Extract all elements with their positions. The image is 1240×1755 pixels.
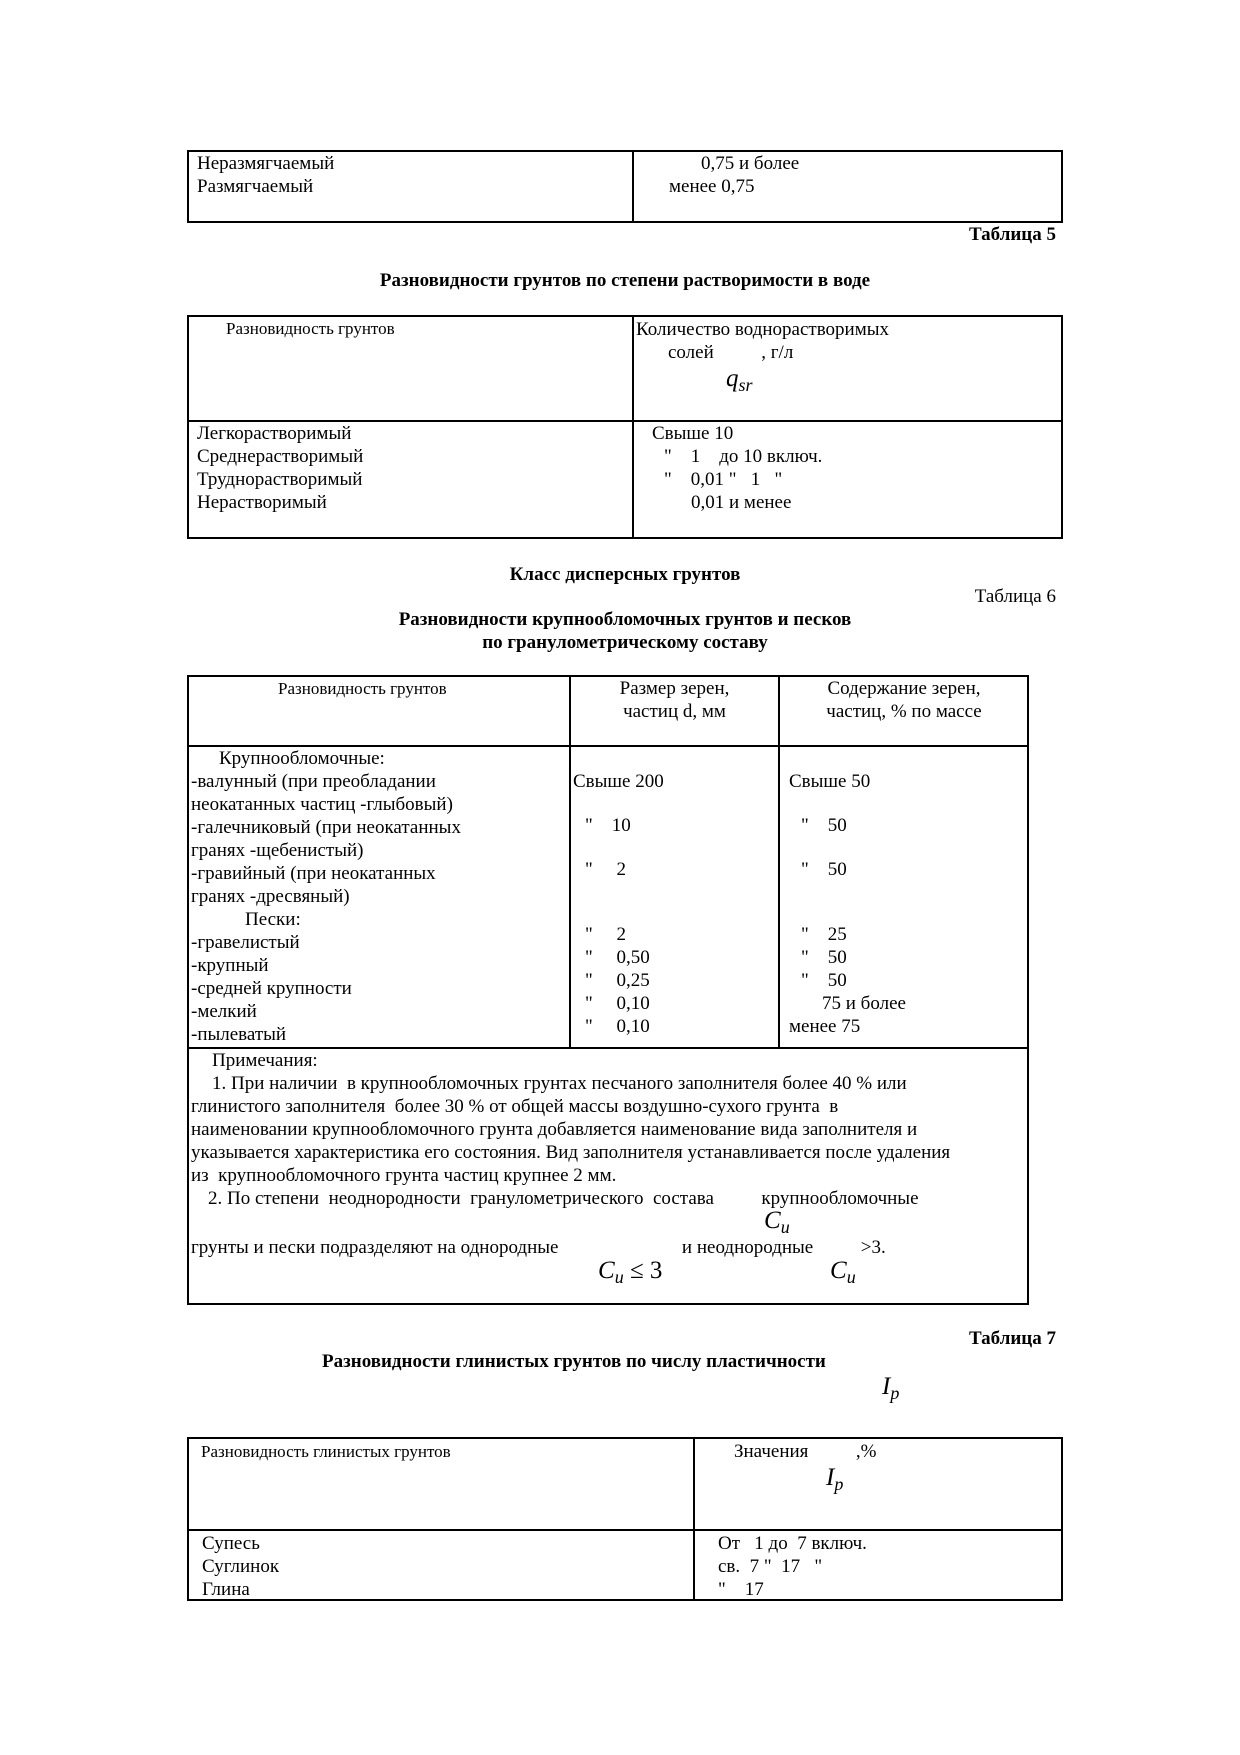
column-header: частиц d, мм bbox=[623, 701, 726, 722]
table-divider bbox=[632, 315, 634, 539]
soil-type-line: -гравелистый bbox=[191, 932, 300, 953]
soil-type-line: -средней крупности bbox=[191, 978, 352, 999]
grain-size-value: " 0,10 bbox=[585, 993, 650, 1014]
grain-content-value: Свыше 50 bbox=[789, 771, 871, 792]
grain-content-value: менее 75 bbox=[789, 1016, 861, 1037]
grain-content-value: " 50 bbox=[801, 815, 847, 836]
column-header: Разновидность грунтов bbox=[226, 319, 395, 338]
grain-size-value: " 10 bbox=[585, 815, 631, 836]
ip-symbol bbox=[826, 1464, 843, 1498]
row-value: От 1 до 7 включ. bbox=[718, 1533, 867, 1554]
row-name: Легкорастворимый bbox=[197, 423, 352, 444]
note-line: указывается характеристика его состояния. Вид заполнителя устанавливается после удаления bbox=[191, 1142, 951, 1163]
grain-size-value: " 0,25 bbox=[585, 970, 650, 991]
grain-size-value: Свыше 200 bbox=[573, 771, 664, 792]
note-line: 2. По степени неоднородности гранулометрического состава крупнообломочные bbox=[208, 1188, 919, 1209]
grain-size-value: " 2 bbox=[585, 859, 627, 880]
cu-symbol bbox=[830, 1257, 856, 1291]
grain-content-value: " 25 bbox=[801, 924, 847, 945]
soil-type-line: гранях -щебенистый) bbox=[191, 840, 364, 861]
table-divider bbox=[187, 1529, 1063, 1531]
table-title: Разновидности грунтов по степени растворимости в воде bbox=[379, 270, 871, 291]
symbol-sub: u bbox=[846, 1267, 856, 1287]
symbol-sub: p bbox=[890, 1383, 900, 1403]
row-name: Размягчаемый bbox=[197, 176, 314, 197]
ip-symbol bbox=[882, 1373, 899, 1407]
symbol-sub: p bbox=[834, 1474, 844, 1494]
soil-type-line: -пылеватый bbox=[191, 1024, 287, 1045]
soil-type-line: гранях -дресвяный) bbox=[191, 886, 350, 907]
note-line: наименовании крупнообломочного грунта добавляется наименование вида заполнителя и bbox=[191, 1119, 918, 1140]
soil-type-line: -мелкий bbox=[191, 1001, 257, 1022]
symbol-sub: sr bbox=[738, 375, 753, 395]
soil-type-line: Крупнообломочные: bbox=[219, 748, 385, 769]
row-value: " 0,01 " 1 " bbox=[664, 469, 783, 490]
column-header: частиц, % по массе bbox=[826, 701, 982, 722]
table-title: по гранулометрическому составу bbox=[482, 632, 768, 653]
row-name: Нерастворимый bbox=[197, 492, 327, 513]
symbol: C bbox=[598, 1257, 615, 1284]
row-value: 0,75 и более bbox=[701, 153, 800, 174]
table-divider bbox=[693, 1437, 695, 1601]
symbol: q bbox=[726, 365, 739, 392]
column-header: Количество воднорастворимых bbox=[636, 319, 890, 340]
column-header: солей , г/л bbox=[668, 342, 794, 363]
column-header: Разновидность глинистых грунтов bbox=[201, 1442, 451, 1461]
row-value: 0,01 и менее bbox=[691, 492, 792, 513]
table-divider bbox=[569, 675, 571, 1048]
soil-type-line: -крупный bbox=[191, 955, 269, 976]
symbol-sub: u bbox=[780, 1217, 790, 1237]
notes-title: Примечания: bbox=[212, 1050, 318, 1071]
table-label: Таблица 7 bbox=[968, 1328, 1056, 1349]
soil-type-line: -валунный (при преобладании bbox=[191, 771, 436, 792]
soil-type-line: -гравийный (при неокатанных bbox=[191, 863, 436, 884]
note-line: 1. При наличии в крупнообломочных грунтах песчаного заполнителя более 40 % или bbox=[212, 1073, 907, 1094]
grain-content-value: 75 и более bbox=[822, 993, 906, 1014]
row-value: Свыше 10 bbox=[652, 423, 734, 444]
row-value: " 17 bbox=[718, 1579, 764, 1600]
row-name: Среднерастворимый bbox=[197, 446, 364, 467]
table-divider bbox=[632, 150, 634, 223]
table-label: Таблица 6 bbox=[974, 586, 1056, 607]
symbol: C bbox=[764, 1207, 781, 1234]
grain-size-value: " 2 bbox=[585, 924, 627, 945]
row-value: менее 0,75 bbox=[669, 176, 755, 197]
grain-content-value: " 50 bbox=[801, 970, 847, 991]
row-value: св. 7 " 17 " bbox=[718, 1556, 823, 1577]
grain-size-value: " 0,10 bbox=[585, 1016, 650, 1037]
row-name: Труднорастворимый bbox=[197, 469, 363, 490]
note-line: грунты и пески подразделяют на однородные и неоднородные >3. bbox=[191, 1237, 886, 1258]
column-header: Разновидность грунтов bbox=[278, 679, 447, 698]
column-header: Размер зерен, bbox=[619, 678, 730, 699]
column-header: Содержание зерен, bbox=[827, 678, 981, 699]
soil-type-line: Пески: bbox=[245, 909, 301, 930]
symbol: I bbox=[882, 1373, 891, 1400]
note-line: глинистого заполнителя более 30 % от общей массы воздушно-сухого грунта в bbox=[191, 1096, 839, 1117]
soil-type-line: -галечниковый (при неокатанных bbox=[191, 817, 461, 838]
symbol: I bbox=[826, 1464, 835, 1491]
table-title: Разновидности глинистых грунтов по числу пластичности bbox=[322, 1351, 826, 1372]
table-title: Разновидности крупнообломочных грунтов и песков bbox=[398, 609, 852, 630]
row-value: " 1 до 10 включ. bbox=[664, 446, 823, 467]
grain-size-value: " 0,50 bbox=[585, 947, 650, 968]
section-heading: Класс дисперсных грунтов bbox=[509, 564, 741, 585]
symbol: C bbox=[830, 1257, 847, 1284]
note-line: из крупнообломочного грунта частиц крупнее 2 мм. bbox=[191, 1165, 617, 1186]
grain-content-value: " 50 bbox=[801, 859, 847, 880]
qsr-symbol bbox=[726, 365, 753, 399]
table-label: Таблица 5 bbox=[968, 224, 1056, 245]
row-name: Глина bbox=[202, 1579, 250, 1600]
row-name: Суглинок bbox=[202, 1556, 280, 1577]
column-header: Значения ,% bbox=[734, 1441, 877, 1462]
condition: ≤ 3 bbox=[629, 1257, 663, 1284]
table-divider bbox=[778, 675, 780, 1048]
row-name: Неразмягчаемый bbox=[197, 153, 335, 174]
grain-content-value: " 50 bbox=[801, 947, 847, 968]
cu-condition bbox=[598, 1257, 662, 1291]
row-name: Супесь bbox=[202, 1533, 260, 1554]
soil-type-line: неокатанных частиц -глыбовый) bbox=[191, 794, 453, 815]
symbol-sub: u bbox=[614, 1267, 624, 1287]
